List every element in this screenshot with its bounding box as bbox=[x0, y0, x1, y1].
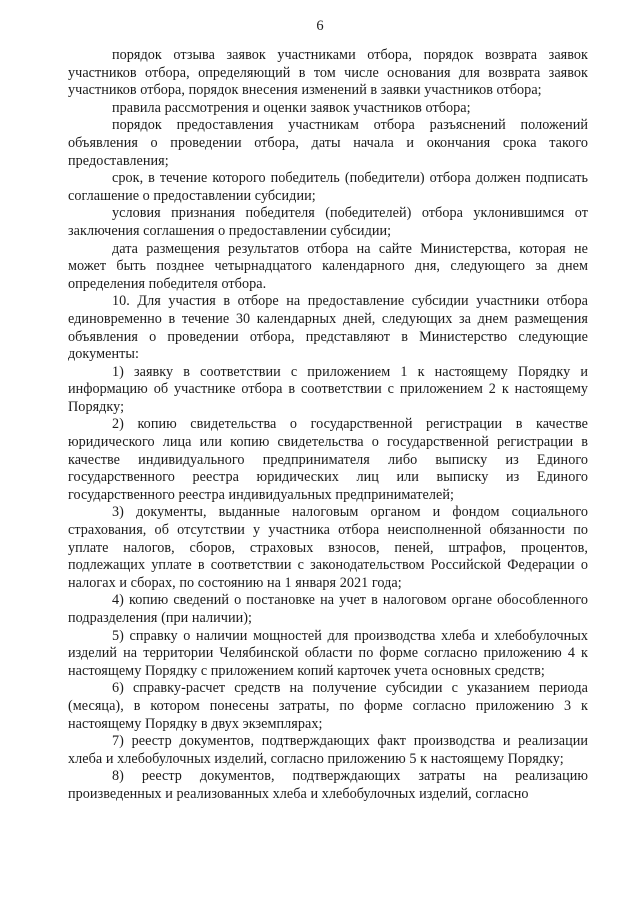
paragraph-bid-withdrawal-order: порядок отзыва заявок участниками отбора, порядок возврата заявок участников отбора, определяющий в том числе основания для возврата заявок участников отбора, порядок внесения изменений в заявки участников отбора; bbox=[68, 47, 588, 99]
document-body bbox=[68, 47, 588, 804]
paragraph-evasion-conditions: условия признания победителя (победителей) отбора уклонившимся от заключения соглашения о предоставлении субсидии; bbox=[68, 205, 588, 239]
page-number: 6 bbox=[316, 18, 324, 34]
list-item-3: 3) документы, выданные налоговым органом и фондом социального страхования, об отсутствии у участника отбора неисполненной обязанности по уплате налогов, сборов, страховых взносов, пеней, штрафов, процентов, подлежащих уплате в соответствии с законодательством Российской Федерации о налогах и сборах, по состоянию на 1 января 2021 года; bbox=[68, 504, 588, 591]
list-item-6: 6) справку-расчет средств на получение субсидии с указанием периода (месяца), в котором понесены затраты, по форме согласно приложению 3 к настоящему Порядку в двух экземплярах; bbox=[68, 680, 588, 732]
paragraph-clarification-order: порядок предоставления участникам отбора разъяснений положений объявления о проведении отбора, даты начала и окончания срока такого предоставления; bbox=[68, 117, 588, 169]
paragraph-item-10: 10. Для участия в отборе на предоставление субсидии участники отбора единовременно в течение 30 календарных дней, следующих за днем размещения объявления о проведении отбора, представляют в Министерство следующие документы: bbox=[68, 293, 588, 363]
paragraph-review-rules: правила рассмотрения и оценки заявок участников отбора; bbox=[112, 99, 471, 116]
paragraph-results-publication-date: дата размещения результатов отбора на сайте Министерства, которая не может быть позднее четырнадцатого календарного дня, следующего за днем определения победителя отбора. bbox=[68, 240, 588, 292]
list-item-7: 7) реестр документов, подтверждающих факт производства и реализации хлеба и хлебобулочных изделий, согласно приложению 5 к настоящему Порядку; bbox=[68, 733, 588, 767]
list-item-5: 5) справку о наличии мощностей для производства хлеба и хлебобулочных изделий на территории Челябинской области по форме согласно приложению 4 к настоящему Порядку с приложением копий карточек учета основных средств; bbox=[68, 627, 588, 679]
list-item-1: 1) заявку в соответствии с приложением 1 к настоящему Порядку и информацию об участнике отбора в соответствии с приложением 2 к настоящему Порядку; bbox=[68, 363, 588, 415]
paragraph-agreement-deadline: срок, в течение которого победитель (победители) отбора должен подписать соглашение о предоставлении субсидии; bbox=[68, 170, 588, 204]
list-item-4: 4) копию сведений о постановке на учет в налоговом органе обособленного подразделения (при наличии); bbox=[68, 592, 588, 626]
list-item-2: 2) копию свидетельства о государственной регистрации в качестве юридического лица или копию свидетельства о государственной регистрации в качестве индивидуального предпринимателя либо выписку из Единого государственного реестра юридических лиц или выписку из Единого государственного реестра индивидуальных предпринимателей; bbox=[68, 416, 588, 503]
list-item-8: 8) реестр документов, подтверждающих затраты на реализацию произведенных и реализованных хлеба и хлебобулочных изделий, согласно bbox=[68, 768, 588, 802]
